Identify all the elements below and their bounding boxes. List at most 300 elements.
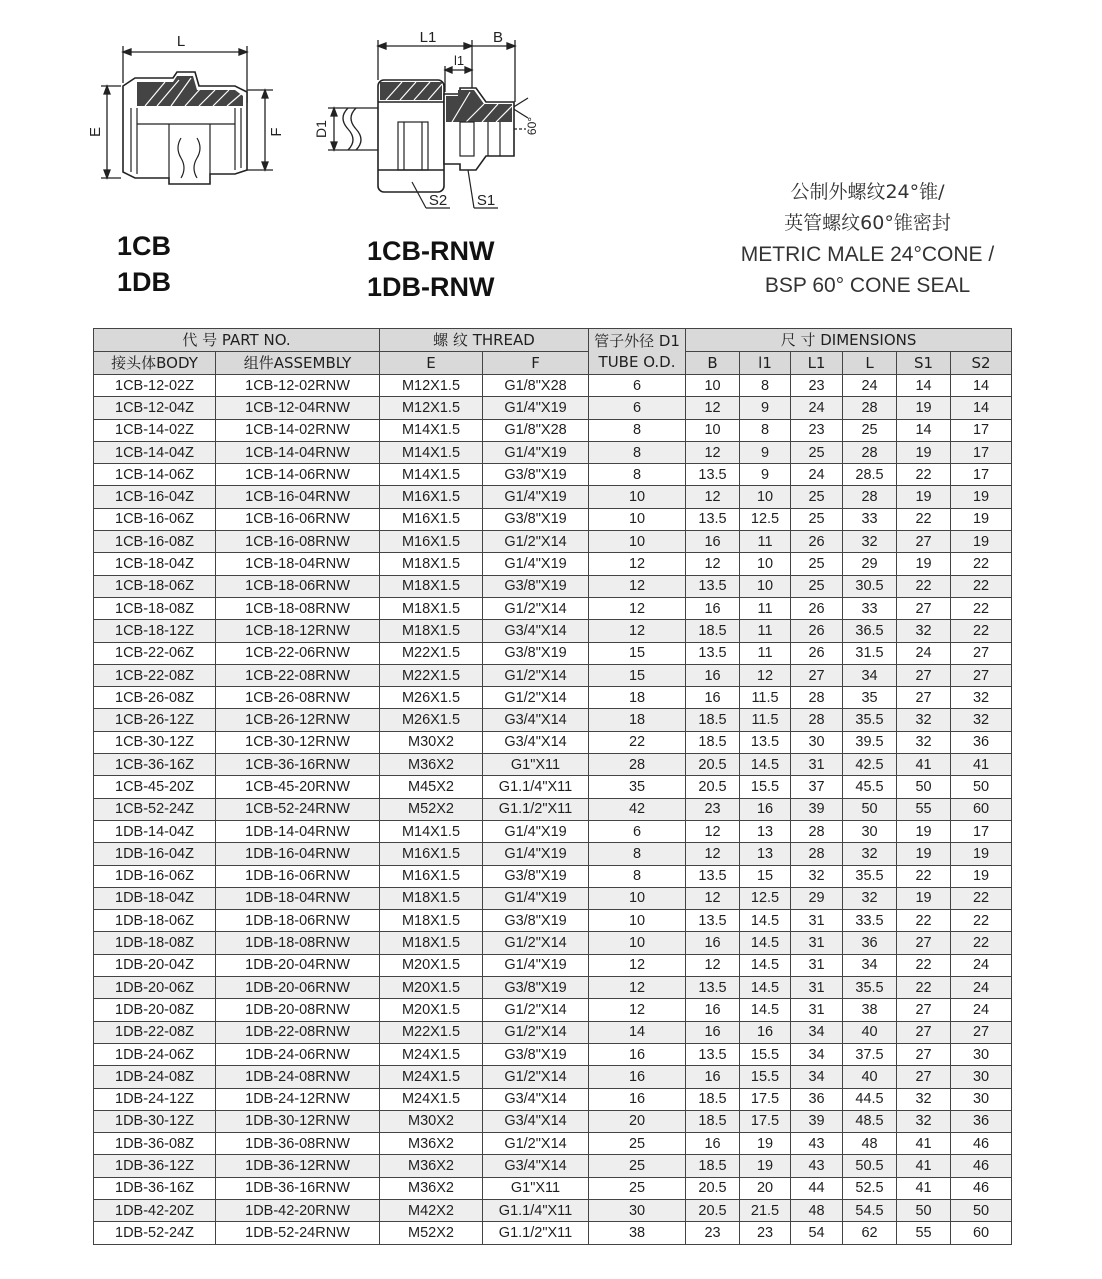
table-cell: 1DB-36-16Z — [94, 1177, 216, 1199]
table-row — [94, 464, 1012, 486]
table-cell: 1DB-24-06Z — [94, 1043, 216, 1065]
header-part-no: 代 号 PART NO. — [94, 329, 380, 352]
table-cell: 1DB-20-06RNW — [216, 977, 380, 999]
table-cell: M18X1.5 — [380, 597, 483, 619]
table-cell: 1CB-16-08Z — [94, 531, 216, 553]
table-cell: 12 — [686, 820, 740, 842]
table-cell: 1DB-18-04Z — [94, 887, 216, 909]
table-cell: M42X2 — [380, 1199, 483, 1221]
table-cell: 11.5 — [740, 709, 791, 731]
table-cell: 41 — [951, 754, 1012, 776]
table-row — [94, 419, 1012, 441]
table-cell: 14 — [951, 375, 1012, 397]
table-cell: 18.5 — [686, 1088, 740, 1110]
table-cell: G3/8"X19 — [483, 977, 589, 999]
table-cell: G1/4"X19 — [483, 887, 589, 909]
table-cell: 1DB-14-04RNW — [216, 820, 380, 842]
table-cell: G3/8"X19 — [483, 464, 589, 486]
table-cell: 13.5 — [686, 508, 740, 530]
table-cell: 25 — [791, 508, 843, 530]
table-cell: 28 — [791, 709, 843, 731]
table-cell: 12 — [589, 954, 686, 976]
table-cell: 31 — [791, 954, 843, 976]
table-cell: 1CB-18-04RNW — [216, 553, 380, 575]
table-cell: 60 — [951, 798, 1012, 820]
table-cell: 16 — [686, 932, 740, 954]
table-cell: 16 — [686, 1021, 740, 1043]
table-row — [94, 508, 1012, 530]
table-cell: 8 — [589, 419, 686, 441]
table-cell: 1CB-26-12RNW — [216, 709, 380, 731]
table-row — [94, 597, 1012, 619]
table-cell: 27 — [897, 597, 951, 619]
table-cell: 10 — [740, 486, 791, 508]
table-cell: 22 — [951, 932, 1012, 954]
table-row — [94, 441, 1012, 463]
table-cell: 1CB-45-20Z — [94, 776, 216, 798]
table-cell: 16 — [686, 687, 740, 709]
table-cell: 1DB-52-24Z — [94, 1222, 216, 1244]
table-cell: 16 — [740, 798, 791, 820]
table-cell: 26 — [791, 642, 843, 664]
table-row — [94, 1043, 1012, 1065]
table-cell: G3/4"X14 — [483, 731, 589, 753]
table-cell: 1CB-12-04Z — [94, 397, 216, 419]
table-cell: 1CB-12-04RNW — [216, 397, 380, 419]
table-cell: G3/8"X19 — [483, 508, 589, 530]
table-cell: 1CB-14-02RNW — [216, 419, 380, 441]
table-cell: 23 — [791, 419, 843, 441]
table-cell: M20X1.5 — [380, 954, 483, 976]
table-cell: G1/2"X14 — [483, 932, 589, 954]
header-tube-od-en: TUBE O.D. — [598, 352, 676, 371]
table-cell: 37 — [791, 776, 843, 798]
table-cell: G3/4"X14 — [483, 1088, 589, 1110]
table-cell: 8 — [740, 419, 791, 441]
table-cell: M26X1.5 — [380, 687, 483, 709]
table-cell: 39.5 — [843, 731, 897, 753]
table-cell: 1DB-36-12RNW — [216, 1155, 380, 1177]
table-cell: 16 — [686, 1066, 740, 1088]
table-cell: 1CB-14-06RNW — [216, 464, 380, 486]
table-cell: 1CB-30-12RNW — [216, 731, 380, 753]
table-cell: 21.5 — [740, 1199, 791, 1221]
table-cell: 1DB-22-08RNW — [216, 1021, 380, 1043]
table-cell: G1/8"X28 — [483, 419, 589, 441]
table-cell: 12.5 — [740, 887, 791, 909]
table-cell: 15 — [589, 664, 686, 686]
table-cell: M12X1.5 — [380, 397, 483, 419]
table-cell: 33.5 — [843, 910, 897, 932]
table-cell: G1/4"X19 — [483, 954, 589, 976]
table-cell: 22 — [951, 620, 1012, 642]
table-cell: 12 — [589, 553, 686, 575]
table-cell: 28 — [843, 397, 897, 419]
table-cell: M18X1.5 — [380, 575, 483, 597]
table-row — [94, 977, 1012, 999]
table-cell: G1/2"X14 — [483, 1021, 589, 1043]
table-cell: 46 — [951, 1177, 1012, 1199]
table-cell: 8 — [589, 843, 686, 865]
table-cell: 14.5 — [740, 932, 791, 954]
table-cell: 1CB-26-08Z — [94, 687, 216, 709]
table-cell: 28 — [791, 687, 843, 709]
table-cell: 18.5 — [686, 731, 740, 753]
table-cell: M36X2 — [380, 1133, 483, 1155]
table-row — [94, 553, 1012, 575]
table-cell: 34 — [791, 1021, 843, 1043]
table-cell: 1DB-16-06Z — [94, 865, 216, 887]
table-cell: 19 — [897, 441, 951, 463]
table-row — [94, 709, 1012, 731]
table-cell: 1CB-52-24RNW — [216, 798, 380, 820]
table-cell: M30X2 — [380, 1110, 483, 1132]
table-cell: 30 — [791, 731, 843, 753]
table-cell: 44 — [791, 1177, 843, 1199]
table-cell: 1DB-18-06Z — [94, 910, 216, 932]
table-cell: 19 — [897, 887, 951, 909]
table-cell: 24 — [843, 375, 897, 397]
table-cell: 50.5 — [843, 1155, 897, 1177]
table-cell: 39 — [791, 1110, 843, 1132]
table-cell: 32 — [951, 709, 1012, 731]
table-cell: 25 — [791, 486, 843, 508]
table-cell: 27 — [951, 1021, 1012, 1043]
table-cell: 9 — [740, 397, 791, 419]
table-cell: 41 — [897, 1133, 951, 1155]
table-cell: G3/4"X14 — [483, 709, 589, 731]
table-cell: G1/4"X19 — [483, 843, 589, 865]
table-cell: 9 — [740, 464, 791, 486]
table-row — [94, 575, 1012, 597]
table-cell: 1DB-42-20Z — [94, 1199, 216, 1221]
table-cell: 30 — [843, 820, 897, 842]
table-row — [94, 1155, 1012, 1177]
table-body — [94, 375, 1012, 1245]
description-en-line1: METRIC MALE 24°CONE / — [740, 243, 995, 266]
dim-label-l1-small: l1 — [453, 53, 465, 68]
table-cell: G1/4"X19 — [483, 553, 589, 575]
table-cell: 16 — [589, 1088, 686, 1110]
table-row — [94, 954, 1012, 976]
table-row — [94, 999, 1012, 1021]
table-cell: 22 — [897, 508, 951, 530]
table-cell: G1/2"X14 — [483, 531, 589, 553]
table-cell: M36X2 — [380, 1177, 483, 1199]
table-cell: 20.5 — [686, 1177, 740, 1199]
table-cell: 18.5 — [686, 1155, 740, 1177]
table-cell: 12 — [686, 887, 740, 909]
table-cell: 1CB-16-04Z — [94, 486, 216, 508]
table-cell: 50 — [897, 776, 951, 798]
table-cell: 13.5 — [686, 865, 740, 887]
table-cell: 10 — [589, 910, 686, 932]
table-cell: 8 — [589, 464, 686, 486]
table-row — [94, 1066, 1012, 1088]
table-cell: M24X1.5 — [380, 1043, 483, 1065]
table-cell: 31 — [791, 977, 843, 999]
table-cell: 24 — [791, 464, 843, 486]
table-cell: 24 — [897, 642, 951, 664]
table-cell: 39 — [791, 798, 843, 820]
table-row — [94, 1177, 1012, 1199]
table-cell: 27 — [791, 664, 843, 686]
table-cell: 20.5 — [686, 776, 740, 798]
table-cell: G3/8"X19 — [483, 575, 589, 597]
table-cell: 22 — [951, 597, 1012, 619]
table-row — [94, 1133, 1012, 1155]
dim-label-l: L — [176, 33, 186, 50]
dim-label-s1: S1 — [476, 192, 496, 209]
table-cell: 9 — [740, 441, 791, 463]
table-cell: 17.5 — [740, 1110, 791, 1132]
table-cell: 24 — [951, 977, 1012, 999]
table-cell: 27 — [951, 664, 1012, 686]
table-cell: 34 — [791, 1043, 843, 1065]
table-cell: 13 — [740, 843, 791, 865]
table-cell: M36X2 — [380, 754, 483, 776]
table-cell: 1CB-18-12Z — [94, 620, 216, 642]
table-cell: 36 — [951, 1110, 1012, 1132]
table-cell: M22X1.5 — [380, 1021, 483, 1043]
table-cell: G1.1/4"X11 — [483, 1199, 589, 1221]
table-cell: 1DB-18-06RNW — [216, 910, 380, 932]
table-cell: 32 — [843, 531, 897, 553]
table-cell: 14.5 — [740, 754, 791, 776]
table-cell: 22 — [897, 575, 951, 597]
table-cell: 12 — [686, 397, 740, 419]
table-cell: M14X1.5 — [380, 464, 483, 486]
table-cell: M22X1.5 — [380, 664, 483, 686]
table-cell: 16 — [686, 1133, 740, 1155]
table-cell: 11 — [740, 531, 791, 553]
table-cell: 14 — [897, 375, 951, 397]
table-cell: 52.5 — [843, 1177, 897, 1199]
table-cell: M18X1.5 — [380, 553, 483, 575]
table-cell: G3/8"X19 — [483, 642, 589, 664]
model-label-1cb-rnw: 1CB-RNW — [367, 236, 495, 266]
table-cell: 16 — [686, 531, 740, 553]
column-header: 组件ASSEMBLY — [216, 352, 380, 375]
dim-label-angle: 60° — [525, 116, 539, 136]
table-cell: 23 — [686, 1222, 740, 1244]
table-cell: 31 — [791, 932, 843, 954]
table-cell: 32 — [951, 687, 1012, 709]
table-cell: M24X1.5 — [380, 1088, 483, 1110]
table-cell: 1CB-16-08RNW — [216, 531, 380, 553]
table-cell: G1/8"X28 — [483, 375, 589, 397]
table-cell: G1"X11 — [483, 1177, 589, 1199]
table-cell: 42.5 — [843, 754, 897, 776]
table-cell: 24 — [951, 954, 1012, 976]
table-cell: 55 — [897, 798, 951, 820]
table-cell: 1CB-12-02Z — [94, 375, 216, 397]
description-cn-line1: 公制外螺纹24°锥/ — [790, 181, 945, 203]
table-cell: 26 — [791, 531, 843, 553]
table-cell: 13.5 — [686, 910, 740, 932]
table-cell: 54.5 — [843, 1199, 897, 1221]
table-cell: G1.1/2"X11 — [483, 798, 589, 820]
table-cell: M14X1.5 — [380, 419, 483, 441]
table-row — [94, 798, 1012, 820]
table-row — [94, 731, 1012, 753]
table-cell: G3/8"X19 — [483, 865, 589, 887]
table-row — [94, 1021, 1012, 1043]
table-cell: 30 — [951, 1088, 1012, 1110]
table-cell: 41 — [897, 1177, 951, 1199]
table-cell: M18X1.5 — [380, 620, 483, 642]
table-cell: 10 — [686, 419, 740, 441]
table-cell: 54 — [791, 1222, 843, 1244]
table-row — [94, 531, 1012, 553]
table-cell: 1DB-30-12Z — [94, 1110, 216, 1132]
header-tube-od — [589, 329, 686, 375]
table-row — [94, 642, 1012, 664]
table-cell: 1CB-18-08RNW — [216, 597, 380, 619]
table-cell: 1DB-18-08RNW — [216, 932, 380, 954]
table-cell: 12.5 — [740, 508, 791, 530]
table-cell: 1CB-26-12Z — [94, 709, 216, 731]
table-cell: 1CB-36-16RNW — [216, 754, 380, 776]
table-cell: 1DB-24-08RNW — [216, 1066, 380, 1088]
table-cell: 40 — [843, 1021, 897, 1043]
table-cell: 12 — [686, 441, 740, 463]
model-labels-plain — [117, 228, 171, 300]
column-header: L1 — [791, 352, 843, 375]
table-cell: M52X2 — [380, 1222, 483, 1244]
table-cell: 12 — [740, 664, 791, 686]
table-cell: 31 — [791, 754, 843, 776]
table-cell: 1CB-45-20RNW — [216, 776, 380, 798]
table-cell: 27 — [897, 999, 951, 1021]
product-description — [725, 177, 1010, 301]
table-cell: 62 — [843, 1222, 897, 1244]
table-cell: G1/2"X14 — [483, 999, 589, 1021]
table-cell: 28 — [791, 843, 843, 865]
table-cell: 1DB-18-04RNW — [216, 887, 380, 909]
table-cell: 1DB-36-12Z — [94, 1155, 216, 1177]
table-cell: 25 — [589, 1133, 686, 1155]
table-cell: 13 — [740, 820, 791, 842]
table-cell: 1CB-18-12RNW — [216, 620, 380, 642]
table-row — [94, 820, 1012, 842]
table-cell: 32 — [897, 620, 951, 642]
table-cell: 32 — [843, 843, 897, 865]
table-cell: 1CB-16-06Z — [94, 508, 216, 530]
table-cell: 10 — [589, 508, 686, 530]
table-cell: 6 — [589, 820, 686, 842]
table-cell: 1CB-22-08RNW — [216, 664, 380, 686]
table-cell: 1CB-14-04Z — [94, 441, 216, 463]
table-cell: 13.5 — [740, 731, 791, 753]
table-cell: 17 — [951, 419, 1012, 441]
table-cell: 36 — [791, 1088, 843, 1110]
table-cell: 1DB-24-08Z — [94, 1066, 216, 1088]
table-cell: 16 — [740, 1021, 791, 1043]
table-cell: 32 — [897, 1110, 951, 1132]
table-cell: 1CB-16-06RNW — [216, 508, 380, 530]
table-cell: 20 — [589, 1110, 686, 1132]
header-thread: 螺 纹 THREAD — [380, 329, 589, 352]
table-cell: 1DB-24-12RNW — [216, 1088, 380, 1110]
table-cell: 40 — [843, 1066, 897, 1088]
table-cell: 14.5 — [740, 999, 791, 1021]
table-cell: 50 — [897, 1199, 951, 1221]
table-row — [94, 932, 1012, 954]
table-cell: 29 — [791, 887, 843, 909]
table-cell: 1DB-16-04Z — [94, 843, 216, 865]
table-cell: 48 — [791, 1199, 843, 1221]
table-cell: 1DB-30-12RNW — [216, 1110, 380, 1132]
table-cell: 34 — [843, 954, 897, 976]
table-cell: 10 — [589, 531, 686, 553]
table-cell: 1DB-16-04RNW — [216, 843, 380, 865]
table-cell: 1CB-14-06Z — [94, 464, 216, 486]
table-cell: 1DB-20-04RNW — [216, 954, 380, 976]
column-header: E — [380, 352, 483, 375]
table-cell: 19 — [897, 397, 951, 419]
table-cell: 19 — [951, 531, 1012, 553]
table-cell: 14 — [589, 1021, 686, 1043]
table-cell: 27 — [897, 1043, 951, 1065]
table-cell: 1DB-22-08Z — [94, 1021, 216, 1043]
table-cell: 16 — [589, 1066, 686, 1088]
table-cell: 15 — [589, 642, 686, 664]
table-cell: 36.5 — [843, 620, 897, 642]
table-cell: 14.5 — [740, 910, 791, 932]
table-cell: M22X1.5 — [380, 642, 483, 664]
table-cell: 32 — [791, 865, 843, 887]
table-cell: G3/4"X14 — [483, 620, 589, 642]
column-header: S2 — [951, 352, 1012, 375]
table-cell: 35.5 — [843, 977, 897, 999]
table-cell: 1CB-30-12Z — [94, 731, 216, 753]
table-cell: 8 — [589, 865, 686, 887]
table-cell: 10 — [589, 932, 686, 954]
table-row — [94, 1110, 1012, 1132]
table-cell: G1/4"X19 — [483, 441, 589, 463]
table-cell: 38 — [843, 999, 897, 1021]
table-cell: 1DB-24-12Z — [94, 1088, 216, 1110]
table-column-header-row — [94, 352, 1012, 375]
table-cell: 6 — [589, 397, 686, 419]
table-cell: M18X1.5 — [380, 932, 483, 954]
table-cell: 25 — [843, 419, 897, 441]
table-cell: 30.5 — [843, 575, 897, 597]
table-cell: 17 — [951, 820, 1012, 842]
table-cell: 23 — [791, 375, 843, 397]
table-cell: 18.5 — [686, 709, 740, 731]
table-row — [94, 910, 1012, 932]
table-cell: 19 — [951, 508, 1012, 530]
table-cell: 28.5 — [843, 464, 897, 486]
table-cell: 15.5 — [740, 776, 791, 798]
table-cell: 10 — [589, 486, 686, 508]
table-cell: 13.5 — [686, 575, 740, 597]
table-cell: 35.5 — [843, 709, 897, 731]
table-cell: 1CB-18-08Z — [94, 597, 216, 619]
description-en-line2: BSP 60° CONE SEAL — [764, 274, 971, 297]
table-cell: 16 — [686, 999, 740, 1021]
table-cell: 28 — [843, 486, 897, 508]
table-cell: 45.5 — [843, 776, 897, 798]
table-cell: 50 — [951, 776, 1012, 798]
table-cell: 27 — [897, 664, 951, 686]
table-cell: M18X1.5 — [380, 887, 483, 909]
table-cell: 22 — [951, 887, 1012, 909]
table-cell: G3/4"X14 — [483, 1155, 589, 1177]
table-cell: M36X2 — [380, 1155, 483, 1177]
